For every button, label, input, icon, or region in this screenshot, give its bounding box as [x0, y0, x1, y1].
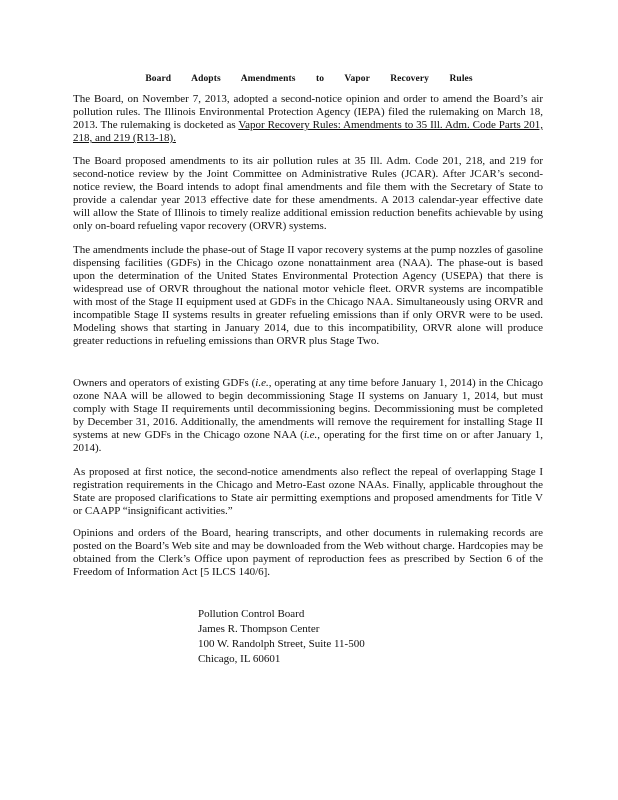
paragraph-adoption-text: The Board, on November 7, 2013, adopted a second-notice opinion and order to amend the Board’s air pollution rules. The Illinois Environmental Protection Agency (IEPA) filed the rulemaking on March 18, 2013. The rulemaking is docketed as: [73, 93, 543, 131]
docket-link[interactable]: Vapor Recovery Rules: Amendments to 35 Ill. Adm. Code Parts 201, 218, and 219 (R13-18).: [73, 119, 543, 144]
paragraph-amendments: The amendments include the phase-out of Stage II vapor recovery systems at the pump nozzles of gasoline dispensing facilities (GDFs) in the Chicago ozone nonattainment area (NAA). The phase-out is based upon the determination of the United States Environmental Protection Agency (USEPA) that there is widespread use of ORVR throughout the national motor vehicle fleet. ORVR systems are incompatible with most of the Stage II equipment used at GDFs in the Chicago NAA. Simultaneously using ORVR and incompatible Stage II systems results in greater refueling emissions than if only ORVR were to be used. Modeling shows that starting in January 2014, due to this incompatibility, ORVR alone will produce greater reductions in refueling emissions than ORVR plus Stage Two.: [73, 244, 543, 347]
address-line: James R. Thompson Center: [198, 623, 320, 635]
document-title: Board Adopts Amendments to Vapor Recovery Rules: [145, 74, 473, 84]
address-block: [198, 607, 365, 667]
address-line: 100 W. Randolph Street, Suite 11-500: [198, 638, 365, 650]
owners-text-c: , operating for the first time on or after January 1, 2014).: [73, 429, 543, 454]
ie-abbrev: i.e.: [255, 377, 269, 389]
owners-text-a: Owners and operators of existing GDFs (: [73, 377, 256, 389]
paragraph-proposal: The Board proposed amendments to its air pollution rules at 35 Ill. Adm. Code 201, 218, and 219 for second-notice review by the Joint Committee on Administrative Rules (JCAR). After JCAR’s second-notice review, the Board intends to adopt final amendments and file them with the Secretary of State to provide a calendar year 2013 effective date for these amendments. A 2013 calendar-year effective date will allow the State of Illinois to timely realize additional emission reduction benefits achievable by using only on-board refueling vapor recovery (ORVR) systems.: [73, 155, 543, 232]
address-line: Chicago, IL 60601: [198, 653, 281, 665]
owners-text-b: , operating at any time before January 1, 2014) in the Chicago ozone NAA will be allowed to begin decommissioning Stage II systems on January 1, 2014, but must comply with Stage II requirements until decommissioning begins. Decommissioning must be completed by December 31, 2016. Additionally, the amendments will remove the requirement for installing Stage II systems at new GDFs in the Chicago ozone NAA (: [73, 377, 543, 441]
ie-abbrev: i.e.: [303, 429, 318, 441]
address-line: Pollution Control Board: [198, 608, 305, 620]
paragraph-owners-operators: [73, 377, 543, 455]
paragraph-adoption: [73, 93, 543, 145]
paragraph-records: Opinions and orders of the Board, hearing transcripts, and other documents in rulemaking records are posted on the Board’s Web site and may be downloaded from the Web without charge. Hardcopies may be obtained from the Clerk’s Office upon payment of reproduction fees as prescribed by Section 6 of the Freedom of Information Act [5 ILCS 140/6].: [73, 527, 543, 578]
paragraph-second-notice: As proposed at first notice, the second-notice amendments also reflect the repeal of overlapping Stage I registration requirements in the Chicago and Metro-East ozone NAAs. Finally, applicable throughout the State are proposed clarifications to State air permitting exemptions and proposed amendments for Title V or CAAPP “insignificant activities.”: [73, 466, 543, 517]
